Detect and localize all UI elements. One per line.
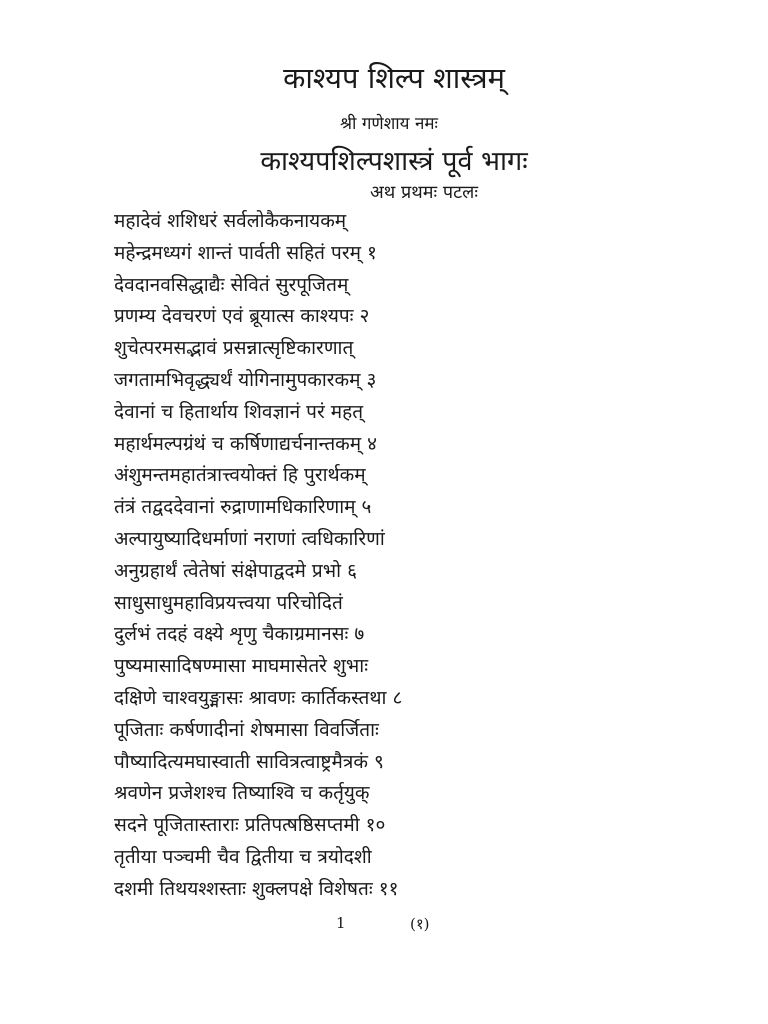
verse-line: अल्पायुष्यादिधर्माणां नराणां त्वधिकारिणां [114,527,385,550]
verse-line: साधुसाधुमहाविप्रयत्त्वया परिचोदितं [114,591,343,614]
verse-line: महेन्द्रमध्यगं शान्तं पार्वती सहितं परम् १ [114,241,377,264]
verse-line: अंशुमन्तमहातंत्रात्त्वयोक्तं हि पुरार्थकम् [114,464,366,487]
page-number-devanagari: (१) [410,915,430,933]
verse-line: सदने पूजितास्ताराः प्रतिपत्षष्ठिसप्तमी १० [114,814,386,837]
verse-line: प्रणम्य देवचरणं एवं ब्रूयात्स काश्यपः २ [114,305,370,328]
verse-line: महादेवं शशिधरं सर्वलोकैकनायकम् [114,210,347,232]
verse-line: श्रवणेन प्रजेशश्च तिष्याश्वि च कर्तृयुक् [114,782,370,805]
verse-line: तृतीया पञ्चमी चैव द्वितीया च त्रयोदशी [114,845,372,868]
verse-line: दशमी तिथयश्शस्ताः शुक्लपक्षे विशेषतः ११ [114,877,399,900]
verse-line: दुर्लभं तदहं वक्ष्ये शृणु चैकाग्रमानसः ७ [114,623,365,646]
document-title: काश्यप शिल्प शास्त्रम् [283,61,505,95]
document-subtitle: काश्यपशिल्पशास्त्रं पूर्व भागः [260,146,528,177]
verse-line: अनुग्रहार्थं त्वेतेषां संक्षेपाद्वदमे प्रभो ६ [114,559,357,582]
verse-line: तंत्रं तद्वददेवानां रुद्राणामधिकारिणाम् ५ [114,496,372,519]
verse-line: महार्थमल्पग्रंथं च कर्षिणाद्यर्चनान्तकम् ४ [114,432,378,455]
invocation-line: श्री गणेशाय नमः [340,114,438,134]
verse-line: देवदानवसिद्धाद्यैः सेवितं सुरपूजितम् [114,273,349,296]
page-number: 1 [336,914,346,932]
verse-line: पुष्यमासादिषण्मासा माघमासेतरे शुभाः [114,655,369,678]
verse-line: जगतामभिवृद्ध्यर्थं योगिनामुपकारकम् ३ [114,368,377,391]
verse-line: देवानां च हितार्थाय शिवज्ञानं परं महत् [114,400,364,423]
page-footer [0,914,768,938]
verse-line: दक्षिणे चाश्वयुङ्मासः श्रावणः कार्तिकस्तथा ८ [114,686,403,709]
chapter-heading: अथ प्रथमः पटलः [370,182,478,203]
verse-line: पूजिताः कर्षणादीनां शेषमासा विवर्जिताः [114,718,379,741]
verse-line: शुचेत्परमसद्भावं प्रसन्नात्सृष्टिकारणात् [114,337,354,360]
verse-line: पौष्यादित्यमघास्वाती सावित्रत्वाष्ट्रमैत्रकं ९ [114,750,384,773]
verse-list [114,206,714,906]
